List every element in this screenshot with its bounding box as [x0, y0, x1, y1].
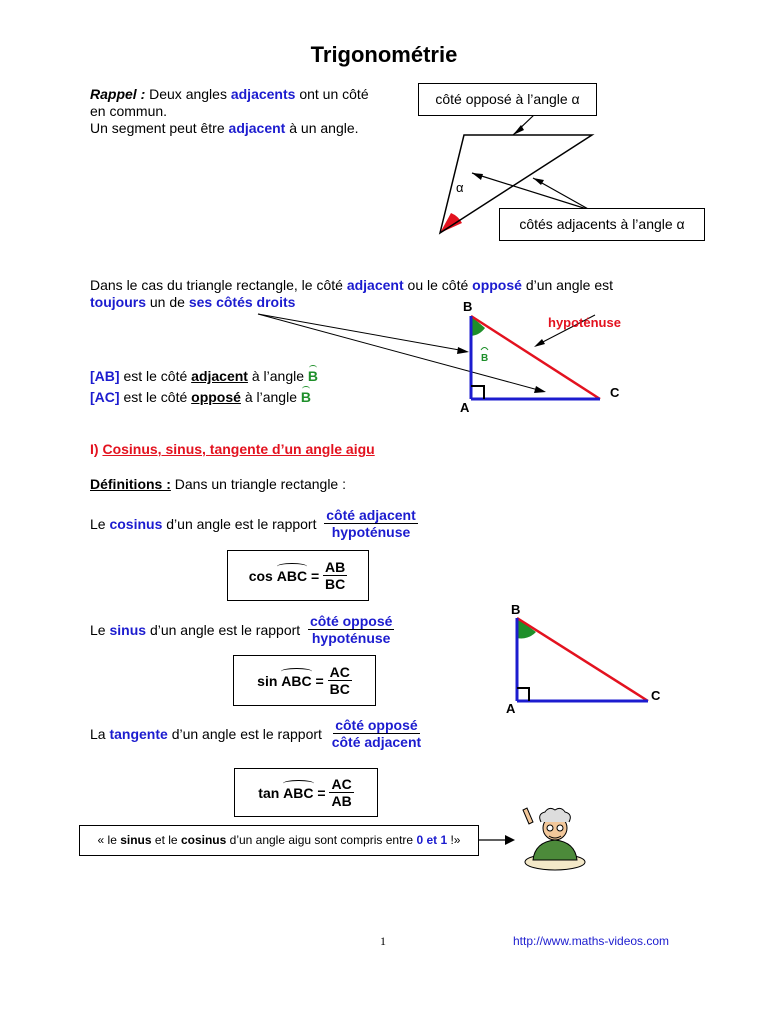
sin-text: d’un angle est le rapport: [149, 621, 301, 638]
rappel-text: en commun.: [90, 103, 168, 119]
cos-formula-den: BC: [325, 576, 346, 592]
tan-text: La: [90, 725, 106, 742]
ab-text: à l’angle: [251, 368, 305, 384]
cos-text: d’un angle est le rapport: [166, 515, 317, 532]
cos-text: Le: [90, 515, 106, 532]
sin-formula-num: AC: [329, 664, 350, 680]
svg-text:B: B: [481, 353, 489, 364]
tan-fn: tan: [258, 784, 280, 801]
sin-formula-frac: [328, 664, 352, 697]
ac-text: est le côté: [123, 389, 188, 405]
rappel-text: à un angle.: [289, 120, 359, 136]
definitions-line: [90, 476, 346, 493]
para-adjacent: adjacent: [346, 277, 404, 293]
note-cosinus: cosinus: [180, 833, 227, 847]
seg-ac: [AC]: [90, 389, 120, 405]
svg-text:A: A: [506, 701, 516, 716]
rappel-adjacents: adjacents: [230, 86, 296, 102]
tan-ratio: [330, 717, 423, 750]
tan-angle: ABC: [283, 784, 314, 801]
tan-ratio-num: côté opposé: [335, 717, 418, 733]
section-number: I): [90, 441, 99, 457]
note-text: « le: [97, 833, 117, 847]
svg-text:B: B: [463, 299, 473, 314]
callout-opposite: côté opposé à l’angle α: [418, 83, 597, 116]
para-text: d’un angle est: [525, 277, 613, 293]
sin-ratio: [308, 613, 394, 646]
right-triangle-figure-1: [455, 298, 655, 418]
note-text: !»: [450, 833, 461, 847]
note-box: [79, 825, 479, 856]
cos-formula-box: [227, 550, 369, 601]
sin-ratio-den: hypoténuse: [311, 630, 391, 646]
right-triangle-figure-2: [500, 600, 670, 718]
sin-angle: ABC: [281, 672, 312, 689]
footer-link[interactable]: http://www.maths-videos.com: [513, 934, 670, 948]
note-sinus: sinus: [120, 833, 152, 847]
tan-text: d’un angle est le rapport: [171, 725, 322, 742]
note-range: 0 et 1: [416, 833, 448, 847]
tan-eq: =: [317, 784, 326, 801]
cos-ratio-num: côté adjacent: [326, 507, 416, 523]
ac-text: à l’angle: [244, 389, 297, 405]
ac-line: [90, 389, 311, 406]
sin-text: Le: [90, 621, 106, 638]
cos-fn: cos: [248, 567, 273, 584]
rappel-text: Deux angles: [149, 86, 227, 102]
professor-illustration: [515, 800, 595, 875]
para-cotes-droits: ses côtés droits: [188, 294, 296, 310]
cos-definition: [90, 507, 418, 540]
ab-word: adjacent: [191, 368, 248, 384]
sin-formula-box: [233, 655, 376, 706]
cos-ratio: [324, 507, 417, 540]
cos-formula-num: AB: [325, 559, 346, 575]
para-toujours: toujours: [90, 294, 146, 310]
definitions-label: Définitions :: [90, 476, 171, 492]
arrow-adjacent-1: [472, 173, 590, 210]
cos-formula-frac: [323, 559, 347, 592]
para-oppose: opposé: [472, 277, 522, 293]
rappel-label: Rappel :: [90, 86, 146, 102]
tan-formula-num: AC: [331, 776, 352, 792]
svg-text:C: C: [651, 688, 661, 703]
section-title: [90, 441, 375, 458]
svg-text:A: A: [460, 400, 470, 415]
rappel-block: [90, 86, 369, 137]
svg-text:C: C: [610, 385, 620, 400]
para-text: ou le côté: [407, 277, 469, 293]
para-text: un de: [149, 294, 185, 310]
para-text: Dans le cas du triangle rectangle, le côté: [90, 277, 343, 293]
rappel-adjacent: adjacent: [228, 120, 286, 136]
note-text: d’un angle aigu sont compris entre: [229, 833, 414, 847]
rappel-text: ont un côté: [299, 86, 369, 102]
sin-fn: sin: [257, 672, 278, 689]
angle-b-label: B: [307, 368, 319, 384]
cos-word: cosinus: [109, 515, 163, 532]
tan-formula-den: AB: [331, 793, 352, 809]
cos-angle: ABC: [276, 567, 308, 584]
svg-text:B: B: [511, 602, 521, 617]
ab-text: est le côté: [123, 368, 188, 384]
definitions-text: Dans un triangle rectangle :: [174, 476, 346, 492]
tan-formula-frac: [329, 776, 353, 809]
callout-adjacent: côtés adjacents à l’angle α: [499, 208, 705, 241]
section-title-text: Cosinus, sinus, tangente d’un angle aigu: [102, 441, 375, 457]
tan-word: tangente: [109, 725, 168, 742]
alpha-label: α: [456, 180, 464, 195]
tan-ratio-den: côté adjacent: [331, 734, 422, 750]
ac-word: opposé: [191, 389, 241, 405]
sin-eq: =: [315, 672, 324, 689]
tan-formula-box: [234, 768, 378, 817]
page-number: 1: [380, 934, 386, 948]
note-text: et le: [154, 833, 178, 847]
page-title: Trigonométrie: [310, 42, 458, 67]
sin-ratio-num: côté opposé: [309, 613, 393, 629]
seg-ab: [AB]: [90, 368, 120, 384]
cos-ratio-den: hypoténuse: [331, 524, 411, 540]
svg-text:hypoténuse: hypoténuse: [548, 315, 621, 330]
sin-definition: [90, 613, 394, 646]
sin-formula-den: BC: [329, 681, 350, 697]
angle-b-label: B: [300, 389, 311, 405]
cos-eq: =: [310, 567, 320, 584]
note-arrow: [478, 833, 518, 847]
sin-word: sinus: [109, 621, 147, 638]
rappel-text: Un segment peut être: [90, 120, 225, 136]
tan-definition: [90, 717, 423, 750]
ab-line: [90, 368, 318, 385]
